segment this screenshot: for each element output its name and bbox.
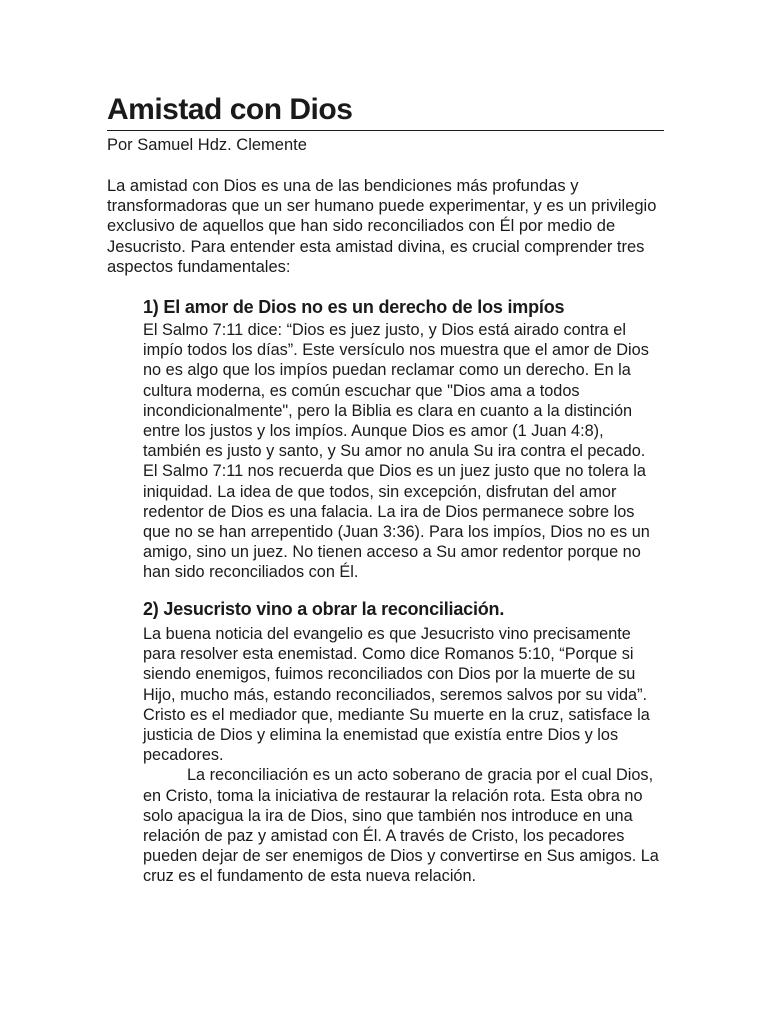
article-title: Amistad con Dios bbox=[107, 93, 353, 126]
section-1-heading: 1) El amor de Dios no es un derecho de los impíos bbox=[143, 297, 565, 317]
section-1 bbox=[143, 295, 663, 583]
section-2-paragraph-2: La reconciliación es un acto soberano de gracia por el cual Dios, en Cristo, toma la iniciativa de restaurar la relación rota. Esta obra no solo apacigua la ira de Dios, sino que también nos introduce en una relación de paz y amistad con Él. A través de Cristo, los pecadores pueden dejar de ser enemigos de Dios y convertirse en Sus amigos. La cruz es el fundamento de esta nueva relación. bbox=[143, 766, 659, 886]
section-2-paragraph-1: La buena noticia del evangelio es que Jesucristo vino precisamente para resolver esta enemistad. Como dice Romanos 5:10, “Porque si siendo enemigos, fuimos reconciliados con Dios por la muerte de su Hijo, mucho más, estando reconciliados, seremos salvos por su vida”. Cristo es el mediador que, mediante Su muerte en la cruz, satisface la justicia de Dios y elimina la enemistad que existía entre Dios y los pecadores. bbox=[143, 625, 650, 765]
article-byline: Por Samuel Hdz. Clemente bbox=[107, 136, 307, 154]
title-divider bbox=[107, 130, 664, 131]
section-1-paragraph-1: El Salmo 7:11 dice: “Dios es juez justo, y Dios está airado contra el impío todos los días”. Este versículo nos muestra que el amor de Dios no es algo que los impíos puedan reclamar como un derecho. En la cultura moderna, es común escuchar que "Dios ama a todos incondicionalmente", pero la Biblia es clara en cuanto a la distinción entre los justos y los impíos. Aunque Dios es amor (1 Juan 4:8), también es justo y santo, y Su amor no anula Su ira contra el pecado. bbox=[143, 321, 649, 461]
section-1-paragraph-2: El Salmo 7:11 nos recuerda que Dios es un juez justo que no tolera la iniquidad. La idea de que todos, sin excepción, disfrutan del amor redentor de Dios es una falacia. La ira de Dios permanece sobre los que no se han arrepentido (Juan 3:36). Para los impíos, Dios no es un amigo, sino un juez. No tienen acceso a Su amor redentor porque no han sido reconciliados con Él. bbox=[143, 462, 650, 582]
section-2 bbox=[143, 597, 663, 887]
section-2-heading: 2) Jesucristo vino a obrar la reconciliación. bbox=[143, 599, 505, 619]
intro-paragraph: La amistad con Dios es una de las bendiciones más profundas y transformadoras que un ser humano puede experimentar, y es un privilegio exclusivo de aquellos que han sido reconciliados con Él por medio de Jesucristo. Para entender esta amistad divina, es crucial comprender tres aspectos fundamentales: bbox=[107, 177, 657, 276]
